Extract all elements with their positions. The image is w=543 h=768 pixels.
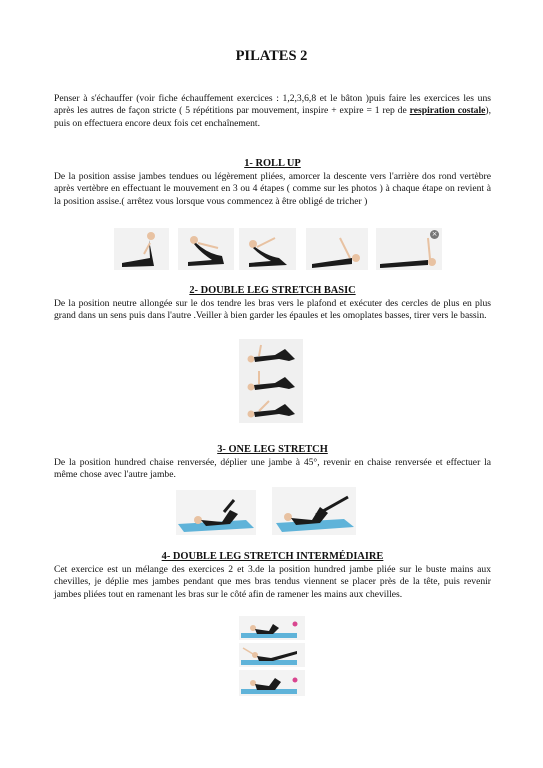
section-2-text: De la position neutre allongée sur le dos tendre les bras vers le plafond et exécuter des cercles de plus en plus grand dans un sens puis dans l'autre .Veiller à bien garder les épaules et les omoplates basses, tirer vers le bassin. [54,298,491,322]
section-3-heading: 3- ONE LEG STRETCH [217,444,328,455]
section-1-heading: 1- ROLL UP [244,158,301,169]
roll-up-photo-5 [376,228,442,270]
section-3-text: De la position hundred chaise renversée, déplier une jambe à 45°, revenir en chaise renversée et effectuer la même chose avec l'autre jambe. [54,457,491,481]
roll-up-photo-2 [178,228,234,270]
section-4-heading: 4- DOUBLE LEG STRETCH INTERMÉDIAIRE [161,551,384,562]
one-leg-stretch-photo-1 [176,490,256,535]
exercise-mat-icon [239,670,305,696]
intro-text: Penser à s'échauffer (voir fiche échauffement exercices : 1,2,3,6,8 et le bâton )puis faire les exercices les uns après les autres de façon stricte ( 5 répétitions par mouvement, inspire + expire = 1 rep de [54,93,491,117]
person-rolling-icon [239,228,296,270]
intro-text-end: ), puis on effectuera encore deux fois cet enchaînement. [54,105,492,129]
intro-emphasis: respiration costale [409,105,486,117]
exercise-mat-icon [239,643,305,667]
intro-paragraph [54,93,491,130]
intermediate-photo-2 [239,643,305,667]
roll-up-photo-4 [306,228,368,270]
page-title: PILATES 2 [235,48,308,64]
exercise-mat-icon [176,490,256,535]
exercise-mat-icon [239,616,305,640]
person-lying-icon [239,339,303,423]
person-lying-icon [306,228,368,270]
section-2-heading: 2- DOUBLE LEG STRETCH BASIC [189,285,356,296]
person-rolling-icon [178,228,234,270]
intermediate-photo-3 [239,670,305,696]
double-leg-stretch-basic-photo [239,339,303,423]
section-4-text: Cet exercice est un mélange des exercices 2 et 3.de la position hundred jambe pliée sur le buste mains aux chevilles, je déplie mes jambes pendant que mes bras tendus viennent se placer près de la tête, puis revenir jambes pliées tout en ramenant les bras sur le côté afin de ramener les mains aux chevilles. [54,564,491,600]
exercise-mat-icon [272,487,356,535]
roll-up-photo-1 [114,228,169,270]
intermediate-photo-1 [239,616,305,640]
roll-up-photo-3 [239,228,296,270]
close-icon[interactable]: × [431,230,438,238]
one-leg-stretch-photo-2 [272,487,356,535]
section-1-text: De la position assise jambes tendues ou légèrement pliées, amorcer la descente vers l'arrière dos rond vertèbre après vertèbre en effectuant le mouvement en 3 ou 4 étapes ( comme sur les photos ) à chaque étape on revient à la position assise.( arrêtez vous lorsque vous commencez à être obligé de tricher ) [54,171,491,207]
person-sitting-icon [114,228,169,270]
